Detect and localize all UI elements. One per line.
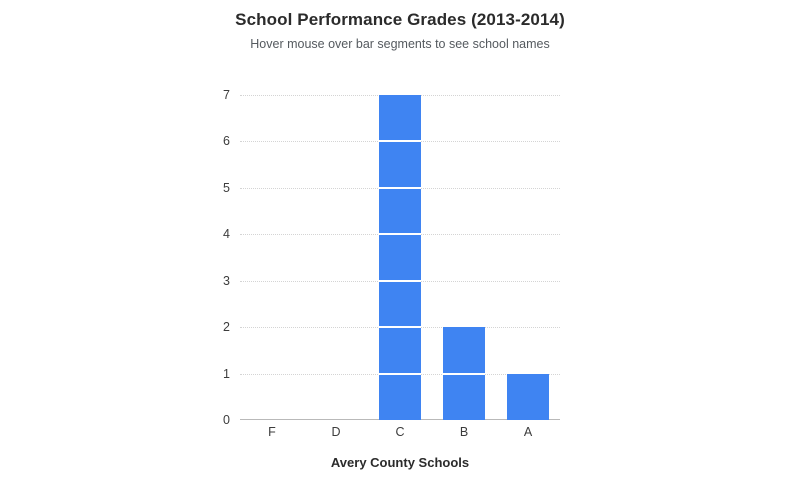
x-axis-group (240, 455, 560, 477)
bar-segment-divider (379, 233, 421, 235)
x-axis-tick-labels (240, 425, 560, 445)
bar-segment-divider (379, 373, 421, 375)
y-axis-tick-label: 6 (223, 134, 230, 149)
bar-segment-divider (379, 140, 421, 142)
bar-segment-divider (379, 280, 421, 282)
chart-subtitle: Hover mouse over bar segments to see school names (250, 37, 550, 51)
x-axis-tick-label: B (459, 425, 469, 439)
chart-title: School Performance Grades (2013-2014) (235, 10, 565, 29)
x-axis-tick-label: D (331, 425, 341, 439)
y-axis-tick-label: 0 (223, 413, 230, 427)
bar-c[interactable] (379, 95, 421, 420)
y-axis-tick-label: 5 (223, 180, 230, 195)
y-axis-tick-label: 2 (223, 320, 230, 335)
bar-a[interactable] (507, 374, 549, 420)
x-axis-tick-label: F (268, 425, 276, 439)
x-axis-label-text: Avery County Schools (325, 455, 475, 470)
y-axis-tick-label: 4 (223, 227, 230, 242)
bar-segment-divider (379, 187, 421, 189)
bar-segment-divider (379, 326, 421, 328)
y-axis-tick-label: 3 (223, 273, 230, 288)
y-axis-tick-labels (190, 88, 230, 427)
bar-segment-divider (443, 373, 485, 375)
y-axis-tick-label: 1 (223, 366, 230, 381)
x-axis-label (240, 455, 560, 470)
plot-area (240, 95, 560, 420)
x-axis-tick-label: A (523, 425, 533, 439)
bar-b[interactable] (443, 327, 485, 420)
y-axis-tick-label: 7 (223, 88, 230, 102)
x-axis-tick-label: C (395, 425, 405, 439)
